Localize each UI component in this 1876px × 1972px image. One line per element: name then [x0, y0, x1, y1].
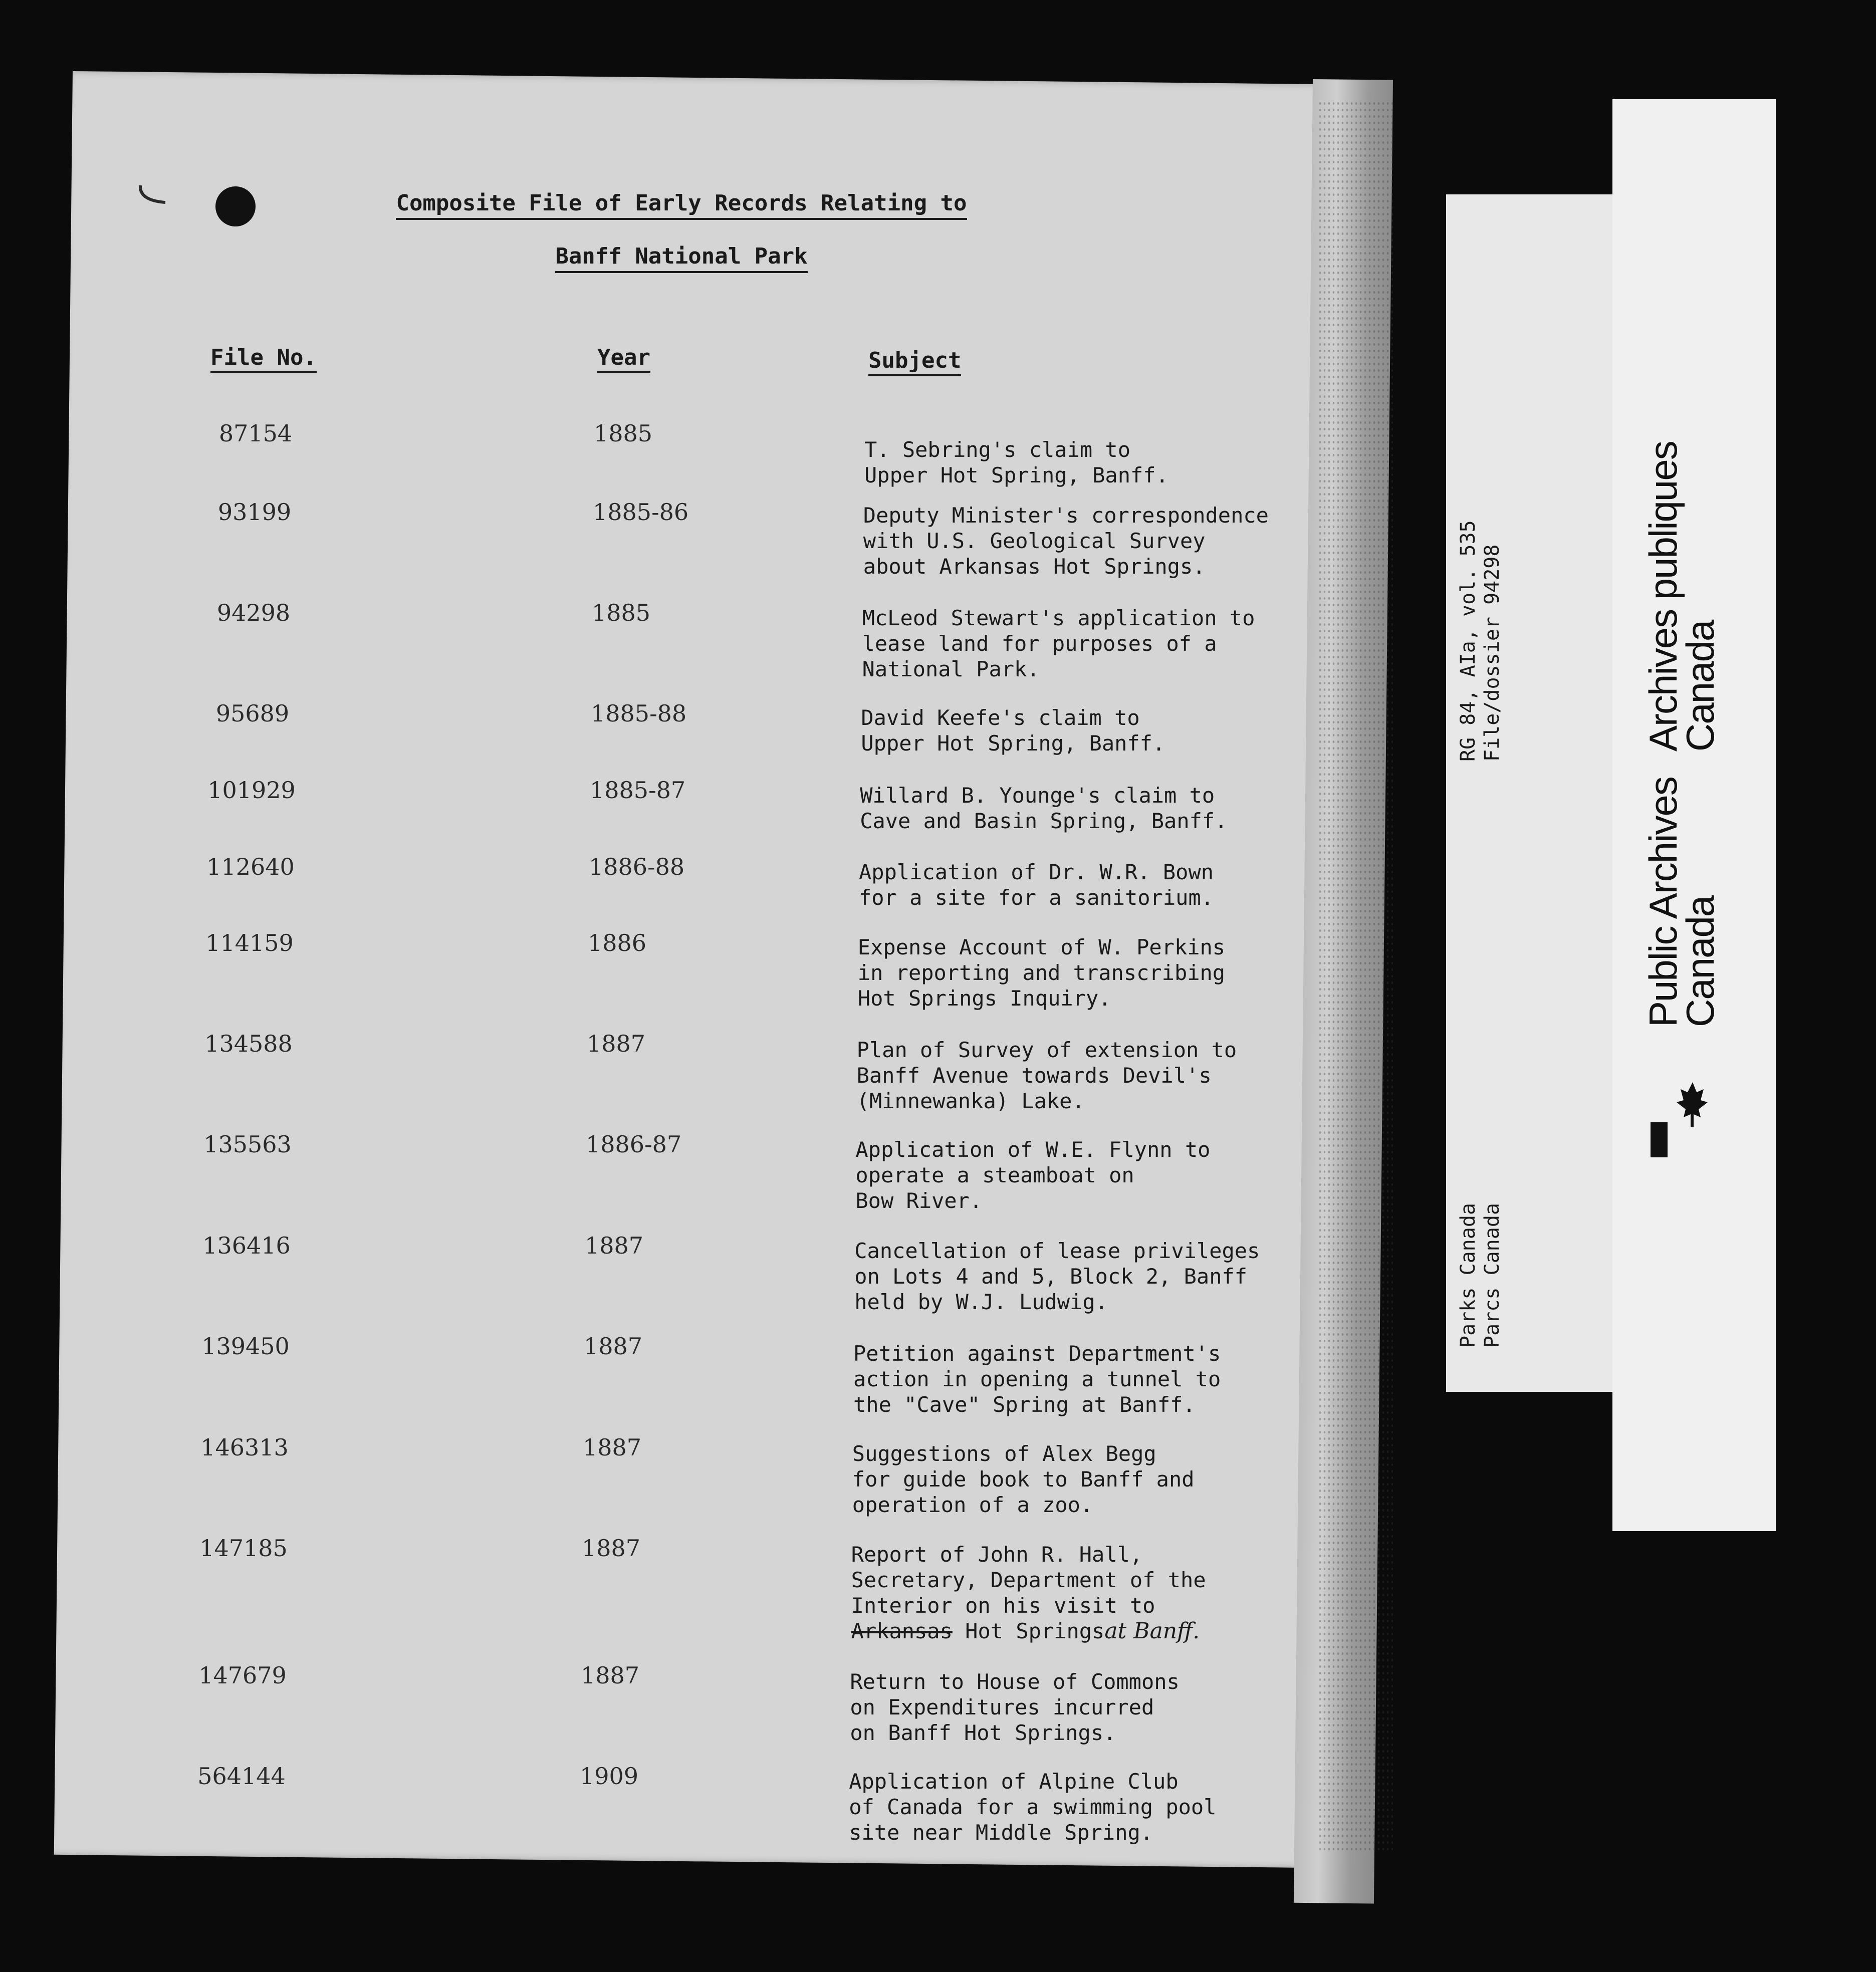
subject	[857, 1037, 1308, 1114]
column-header-year: Year	[597, 345, 650, 373]
subject-line: McLeod Stewart's application to	[862, 606, 1255, 630]
public-archives-text: Public Archives Canada	[1641, 777, 1722, 1027]
subject	[849, 1769, 1300, 1845]
year: 1885-88	[591, 700, 687, 727]
year: 1886-87	[586, 1131, 682, 1158]
year: 1887	[584, 1333, 643, 1360]
subject-line: Application of W.E. Flynn to	[855, 1137, 1211, 1162]
file-number: 139450	[201, 1333, 290, 1360]
typed-text: Hot Springs	[952, 1619, 1105, 1643]
subject-line: for a site for a sanitorium.	[859, 885, 1214, 910]
subject-line: Deputy Minister's correspondence	[863, 503, 1269, 528]
subject-line: action in opening a tunnel to	[853, 1367, 1221, 1391]
subject-line: for guide book to Banff and	[852, 1467, 1195, 1492]
year: 1885-86	[593, 499, 689, 526]
subject-line: Bow River.	[855, 1188, 983, 1213]
subject-line: Return to House of Commons	[850, 1669, 1180, 1694]
subject-line: Petition against Department's	[853, 1341, 1221, 1366]
file-number: 147185	[199, 1535, 288, 1562]
subject-line: operate a steamboat on	[855, 1163, 1134, 1187]
file-number: 134588	[204, 1030, 293, 1057]
column-header-file-no: File No.	[210, 345, 317, 373]
year: 1885-87	[590, 777, 686, 804]
subject-line: Cancellation of lease privileges	[854, 1239, 1260, 1263]
subject-line: Hot Springs Inquiry.	[857, 986, 1111, 1011]
agency-name: Parks Canada Parcs Canada	[1457, 1203, 1504, 1348]
subject	[855, 1137, 1306, 1213]
subject-line: Plan of Survey of extension to	[856, 1038, 1237, 1062]
subject	[853, 1341, 1304, 1417]
year: 1885	[594, 420, 653, 447]
subject-line: David Keefe's claim to	[861, 705, 1140, 730]
archives-publiques-text: Archives publiques Canada	[1641, 441, 1722, 752]
file-number: 564144	[197, 1763, 286, 1790]
struck-text: Arkansas	[851, 1619, 953, 1643]
subject-line: on Lots 4 and 5, Block 2, Banff	[854, 1264, 1248, 1289]
subject	[854, 1238, 1305, 1315]
year: 1886-88	[589, 853, 685, 880]
column-header-subject: Subject	[868, 348, 961, 376]
subject	[860, 783, 1311, 834]
year: 1887	[587, 1030, 646, 1057]
subject-line: Cave and Basin Spring, Banff.	[860, 809, 1228, 833]
subject-line: in reporting and transcribing	[857, 960, 1226, 985]
subject-line: on Expenditures incurred	[850, 1695, 1154, 1719]
file-number: 147679	[198, 1662, 287, 1689]
subject-line: of Canada for a swimming pool	[849, 1795, 1217, 1819]
subject-line: Application of Dr. W.R. Bown	[859, 860, 1214, 884]
subject	[850, 1669, 1301, 1746]
file-number: 95689	[215, 700, 290, 727]
year: 1886	[588, 929, 647, 956]
subject	[863, 503, 1314, 579]
archive-reference-text: RG 84, AIa, vol. 535 File/dossier 94298	[1457, 520, 1504, 762]
file-number: 112640	[206, 853, 295, 880]
subject-line: Banff Avenue towards Devil's	[856, 1063, 1212, 1088]
subject-line: Secretary, Department of the	[851, 1568, 1206, 1592]
year: 1887	[585, 1232, 644, 1259]
subject	[851, 1542, 1302, 1644]
file-number: 114159	[205, 929, 294, 956]
subject-line: Interior on his visit to	[851, 1593, 1155, 1618]
subject-line: (Minnewanka) Lake.	[856, 1089, 1085, 1113]
subject	[859, 859, 1310, 910]
document-subtitle: Banff National Park	[0, 243, 1363, 269]
subject-line: on Banff Hot Springs.	[850, 1720, 1116, 1745]
subject-line: Expense Account of W. Perkins	[857, 935, 1226, 959]
subject-line: operation of a zoo.	[852, 1493, 1093, 1517]
file-number: 146313	[200, 1434, 289, 1461]
subject	[864, 437, 1315, 488]
subject-line: the "Cave" Spring at Banff.	[853, 1392, 1196, 1417]
subject	[858, 934, 1309, 1011]
file-number: 87154	[218, 420, 293, 447]
file-number: 135563	[203, 1131, 292, 1158]
file-number: 93199	[217, 499, 292, 526]
subject-line: about Arkansas Hot Springs.	[863, 554, 1206, 579]
subject-line: T. Sebring's claim to	[864, 437, 1131, 462]
file-number: 101929	[207, 777, 296, 804]
subject-line: Report of John R. Hall,	[851, 1542, 1143, 1567]
subject-line: Upper Hot Spring, Banff.	[864, 463, 1168, 487]
subject-line: Application of Alpine Club	[849, 1769, 1179, 1794]
year: 1885	[592, 599, 651, 626]
subject-line: lease land for purposes of a	[862, 631, 1217, 656]
page-edge-texture	[1318, 100, 1393, 1854]
file-number: 136416	[202, 1232, 291, 1259]
subject-line: site near Middle Spring.	[849, 1820, 1153, 1845]
subject-line: Upper Hot Spring, Banff.	[861, 731, 1165, 756]
subject-line: with U.S. Geological Survey	[863, 529, 1206, 553]
subject-line-corrected	[851, 1618, 1302, 1644]
subject-line: National Park.	[862, 657, 1040, 681]
year: 1909	[580, 1763, 639, 1790]
subject-line: Willard B. Younge's claim to	[860, 783, 1215, 808]
subject	[861, 705, 1312, 756]
year: 1887	[582, 1535, 641, 1562]
subject-line: held by W.J. Ludwig.	[854, 1290, 1108, 1314]
year: 1887	[583, 1434, 642, 1461]
subject	[852, 1441, 1303, 1518]
canada-maple-leaf-flag-icon	[1649, 1067, 1709, 1167]
subject	[862, 605, 1313, 682]
handwritten-correction: at Banff.	[1104, 1618, 1200, 1644]
file-number: 94298	[216, 599, 291, 626]
subject-line: Suggestions of Alex Begg	[852, 1441, 1156, 1466]
document-title: Composite File of Early Records Relating to	[0, 190, 1363, 216]
year: 1887	[581, 1662, 640, 1689]
